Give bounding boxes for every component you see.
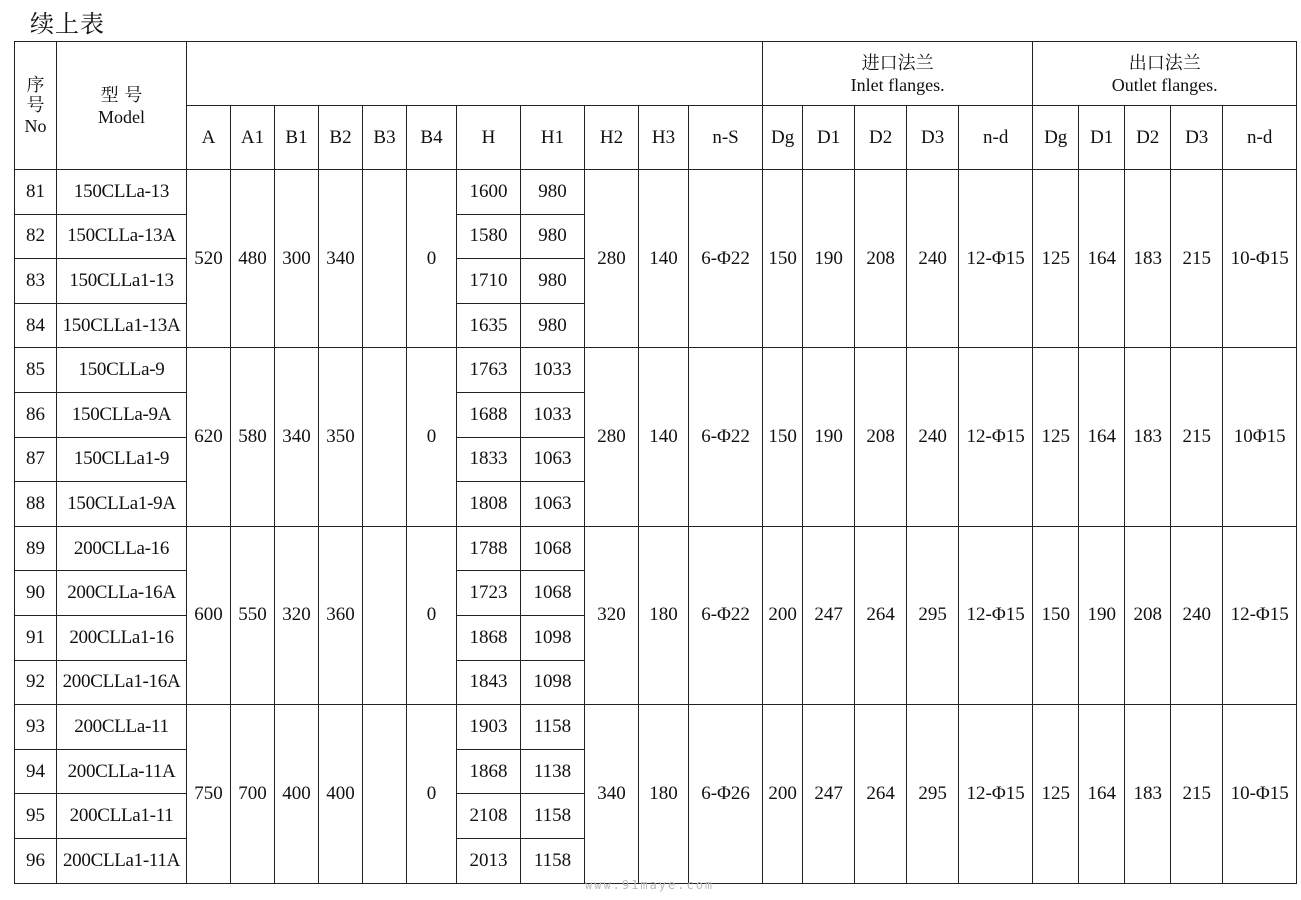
cell-model: 200CLLa1-11A xyxy=(57,838,187,883)
cell-no: 87 xyxy=(15,437,57,482)
cell-out-nd: 10-Φ15 xyxy=(1223,170,1297,348)
cell-a: 750 xyxy=(187,705,231,883)
cell-ns: 6-Φ22 xyxy=(689,526,763,704)
cell-in-dg: 150 xyxy=(763,170,803,348)
column-header-dg-11: Dg xyxy=(763,106,803,170)
cell-h3: 140 xyxy=(639,348,689,526)
cell-out-d1: 164 xyxy=(1079,348,1125,526)
cell-h1: 1068 xyxy=(521,526,585,571)
cell-no: 86 xyxy=(15,392,57,437)
cell-h: 1600 xyxy=(457,170,521,215)
cell-no: 81 xyxy=(15,170,57,215)
cell-out-dg: 125 xyxy=(1033,348,1079,526)
cell-b3 xyxy=(363,705,407,883)
cell-no: 93 xyxy=(15,705,57,750)
cell-b3 xyxy=(363,526,407,704)
cell-in-nd: 12-Φ15 xyxy=(959,705,1033,883)
cell-model: 150CLLa1-9A xyxy=(57,482,187,527)
cell-h1: 980 xyxy=(521,303,585,348)
cell-ns: 6-Φ22 xyxy=(689,348,763,526)
cell-in-d2: 208 xyxy=(855,348,907,526)
cell-no: 95 xyxy=(15,794,57,839)
cell-h1: 980 xyxy=(521,170,585,215)
column-header-d3-14: D3 xyxy=(907,106,959,170)
cell-model: 150CLLa-13A xyxy=(57,214,187,259)
column-header-d3-19: D3 xyxy=(1171,106,1223,170)
cell-in-dg: 200 xyxy=(763,705,803,883)
column-header-b4-5: B4 xyxy=(407,106,457,170)
cell-in-d1: 190 xyxy=(803,170,855,348)
column-header-a1-1: A1 xyxy=(231,106,275,170)
column-header-d2-18: D2 xyxy=(1125,106,1171,170)
cell-h2: 340 xyxy=(585,705,639,883)
column-header-a-0: A xyxy=(187,106,231,170)
cell-h3: 180 xyxy=(639,526,689,704)
cell-b2: 400 xyxy=(319,705,363,883)
cell-b2: 350 xyxy=(319,348,363,526)
cell-b1: 400 xyxy=(275,705,319,883)
cell-no: 83 xyxy=(15,259,57,304)
cell-model: 200CLLa-11A xyxy=(57,749,187,794)
cell-h1: 1063 xyxy=(521,482,585,527)
cell-out-nd: 10-Φ15 xyxy=(1223,705,1297,883)
cell-a1: 550 xyxy=(231,526,275,704)
cell-in-d2: 264 xyxy=(855,705,907,883)
model-header-cn: 型 号 xyxy=(100,84,143,106)
no-header-en: No xyxy=(24,115,47,136)
cell-b3 xyxy=(363,348,407,526)
cell-h1: 1068 xyxy=(521,571,585,616)
table-row xyxy=(15,526,1297,571)
cell-model: 150CLLa1-9 xyxy=(57,437,187,482)
column-header-ns-10: n-S xyxy=(689,106,763,170)
cell-out-d1: 190 xyxy=(1079,526,1125,704)
column-header-h-6: H xyxy=(457,106,521,170)
cell-in-d1: 247 xyxy=(803,705,855,883)
cell-h: 1788 xyxy=(457,526,521,571)
cell-model: 200CLLa1-11 xyxy=(57,794,187,839)
cell-in-d2: 208 xyxy=(855,170,907,348)
cell-h1: 1158 xyxy=(521,794,585,839)
cell-no: 92 xyxy=(15,660,57,705)
cell-a: 620 xyxy=(187,348,231,526)
model-header xyxy=(57,42,187,170)
watermark: www.91maye.com xyxy=(585,878,715,892)
cell-a1: 580 xyxy=(231,348,275,526)
cell-out-nd: 12-Φ15 xyxy=(1223,526,1297,704)
no-header xyxy=(15,42,57,170)
cell-in-nd: 12-Φ15 xyxy=(959,526,1033,704)
cell-h1: 1138 xyxy=(521,749,585,794)
cell-out-d2: 183 xyxy=(1125,705,1171,883)
column-header-b2-3: B2 xyxy=(319,106,363,170)
cell-h3: 140 xyxy=(639,170,689,348)
cell-h1: 1033 xyxy=(521,392,585,437)
inlet-flanges-en: Inlet flanges. xyxy=(850,74,945,95)
column-header-nd-15: n-d xyxy=(959,106,1033,170)
cell-ns: 6-Φ26 xyxy=(689,705,763,883)
cell-model: 150CLLa-9 xyxy=(57,348,187,393)
table-row xyxy=(15,348,1297,393)
cell-h1: 1158 xyxy=(521,838,585,883)
cell-h1: 980 xyxy=(521,259,585,304)
cell-h: 1710 xyxy=(457,259,521,304)
cell-model: 200CLLa-16 xyxy=(57,526,187,571)
column-header-dg-16: Dg xyxy=(1033,106,1079,170)
cell-in-dg: 200 xyxy=(763,526,803,704)
page-title: 续上表 xyxy=(30,10,105,38)
column-header-d2-13: D2 xyxy=(855,106,907,170)
cell-h: 1688 xyxy=(457,392,521,437)
cell-h: 1868 xyxy=(457,615,521,660)
cell-b2: 360 xyxy=(319,526,363,704)
cell-h: 1635 xyxy=(457,303,521,348)
outlet-flanges-cn: 出口法兰 xyxy=(1128,52,1201,74)
cell-no: 82 xyxy=(15,214,57,259)
cell-out-dg: 125 xyxy=(1033,170,1079,348)
cell-no: 96 xyxy=(15,838,57,883)
cell-h2: 280 xyxy=(585,348,639,526)
no-header-cn-1: 序 xyxy=(26,74,45,96)
cell-out-d2: 183 xyxy=(1125,348,1171,526)
cell-in-d2: 264 xyxy=(855,526,907,704)
cell-h1: 980 xyxy=(521,214,585,259)
cell-h1: 1158 xyxy=(521,705,585,750)
cell-in-d1: 190 xyxy=(803,348,855,526)
cell-h: 1833 xyxy=(457,437,521,482)
cell-out-dg: 150 xyxy=(1033,526,1079,704)
cell-b4: 0 xyxy=(407,705,457,883)
no-header-cn-2: 号 xyxy=(26,94,45,116)
cell-h: 2108 xyxy=(457,794,521,839)
cell-out-d2: 208 xyxy=(1125,526,1171,704)
cell-b1: 320 xyxy=(275,526,319,704)
inlet-flanges-header xyxy=(763,42,1033,106)
cell-model: 200CLLa-11 xyxy=(57,705,187,750)
cell-out-d1: 164 xyxy=(1079,705,1125,883)
cell-in-dg: 150 xyxy=(763,348,803,526)
cell-h: 1903 xyxy=(457,705,521,750)
cell-a: 600 xyxy=(187,526,231,704)
cell-out-d2: 183 xyxy=(1125,170,1171,348)
cell-b3 xyxy=(363,170,407,348)
cell-b1: 340 xyxy=(275,348,319,526)
cell-model: 150CLLa1-13 xyxy=(57,259,187,304)
header-row-1 xyxy=(15,42,1297,106)
cell-a1: 700 xyxy=(231,705,275,883)
inlet-flanges-cn: 进口法兰 xyxy=(861,52,934,74)
cell-in-d3: 240 xyxy=(907,170,959,348)
cell-h: 1723 xyxy=(457,571,521,616)
cell-h: 1580 xyxy=(457,214,521,259)
cell-model: 200CLLa-16A xyxy=(57,571,187,616)
cell-out-d3: 215 xyxy=(1171,170,1223,348)
cell-b2: 340 xyxy=(319,170,363,348)
cell-out-d3: 240 xyxy=(1171,526,1223,704)
cell-b4: 0 xyxy=(407,526,457,704)
cell-model: 200CLLa1-16A xyxy=(57,660,187,705)
cell-no: 88 xyxy=(15,482,57,527)
cell-h3: 180 xyxy=(639,705,689,883)
cell-h1: 1033 xyxy=(521,348,585,393)
cell-no: 91 xyxy=(15,615,57,660)
cell-out-dg: 125 xyxy=(1033,705,1079,883)
model-header-en: Model xyxy=(98,106,145,127)
cell-ns: 6-Φ22 xyxy=(689,170,763,348)
column-header-b1-2: B1 xyxy=(275,106,319,170)
table-row xyxy=(15,705,1297,750)
cell-no: 90 xyxy=(15,571,57,616)
cell-model: 200CLLa1-16 xyxy=(57,615,187,660)
cell-b4: 0 xyxy=(407,170,457,348)
cell-h: 1808 xyxy=(457,482,521,527)
cell-a1: 480 xyxy=(231,170,275,348)
cell-h: 1763 xyxy=(457,348,521,393)
cell-b4: 0 xyxy=(407,348,457,526)
cell-in-nd: 12-Φ15 xyxy=(959,170,1033,348)
cell-no: 89 xyxy=(15,526,57,571)
cell-model: 150CLLa1-13A xyxy=(57,303,187,348)
column-header-h2-8: H2 xyxy=(585,106,639,170)
cell-model: 150CLLa-9A xyxy=(57,392,187,437)
cell-in-d1: 247 xyxy=(803,526,855,704)
column-header-d1-12: D1 xyxy=(803,106,855,170)
spec-table xyxy=(14,41,1297,884)
cell-h: 1868 xyxy=(457,749,521,794)
cell-h2: 320 xyxy=(585,526,639,704)
column-header-h3-9: H3 xyxy=(639,106,689,170)
cell-in-d3: 295 xyxy=(907,526,959,704)
cell-h: 1843 xyxy=(457,660,521,705)
cell-out-d1: 164 xyxy=(1079,170,1125,348)
cell-h2: 280 xyxy=(585,170,639,348)
column-header-h1-7: H1 xyxy=(521,106,585,170)
cell-a: 520 xyxy=(187,170,231,348)
outlet-flanges-header xyxy=(1033,42,1297,106)
column-header-d1-17: D1 xyxy=(1079,106,1125,170)
outlet-flanges-en: Outlet flanges. xyxy=(1111,74,1218,95)
cell-no: 94 xyxy=(15,749,57,794)
header-row-2 xyxy=(15,106,1297,170)
cell-in-nd: 12-Φ15 xyxy=(959,348,1033,526)
cell-b1: 300 xyxy=(275,170,319,348)
cell-no: 85 xyxy=(15,348,57,393)
cell-h1: 1098 xyxy=(521,660,585,705)
cell-h: 2013 xyxy=(457,838,521,883)
cell-model: 150CLLa-13 xyxy=(57,170,187,215)
column-header-nd-20: n-d xyxy=(1223,106,1297,170)
cell-no: 84 xyxy=(15,303,57,348)
cell-out-nd: 10Φ15 xyxy=(1223,348,1297,526)
dimensions-header-blank xyxy=(187,42,763,106)
cell-h1: 1063 xyxy=(521,437,585,482)
cell-out-d3: 215 xyxy=(1171,705,1223,883)
table-row xyxy=(15,170,1297,215)
column-header-b3-4: B3 xyxy=(363,106,407,170)
cell-h1: 1098 xyxy=(521,615,585,660)
cell-in-d3: 240 xyxy=(907,348,959,526)
cell-in-d3: 295 xyxy=(907,705,959,883)
cell-out-d3: 215 xyxy=(1171,348,1223,526)
